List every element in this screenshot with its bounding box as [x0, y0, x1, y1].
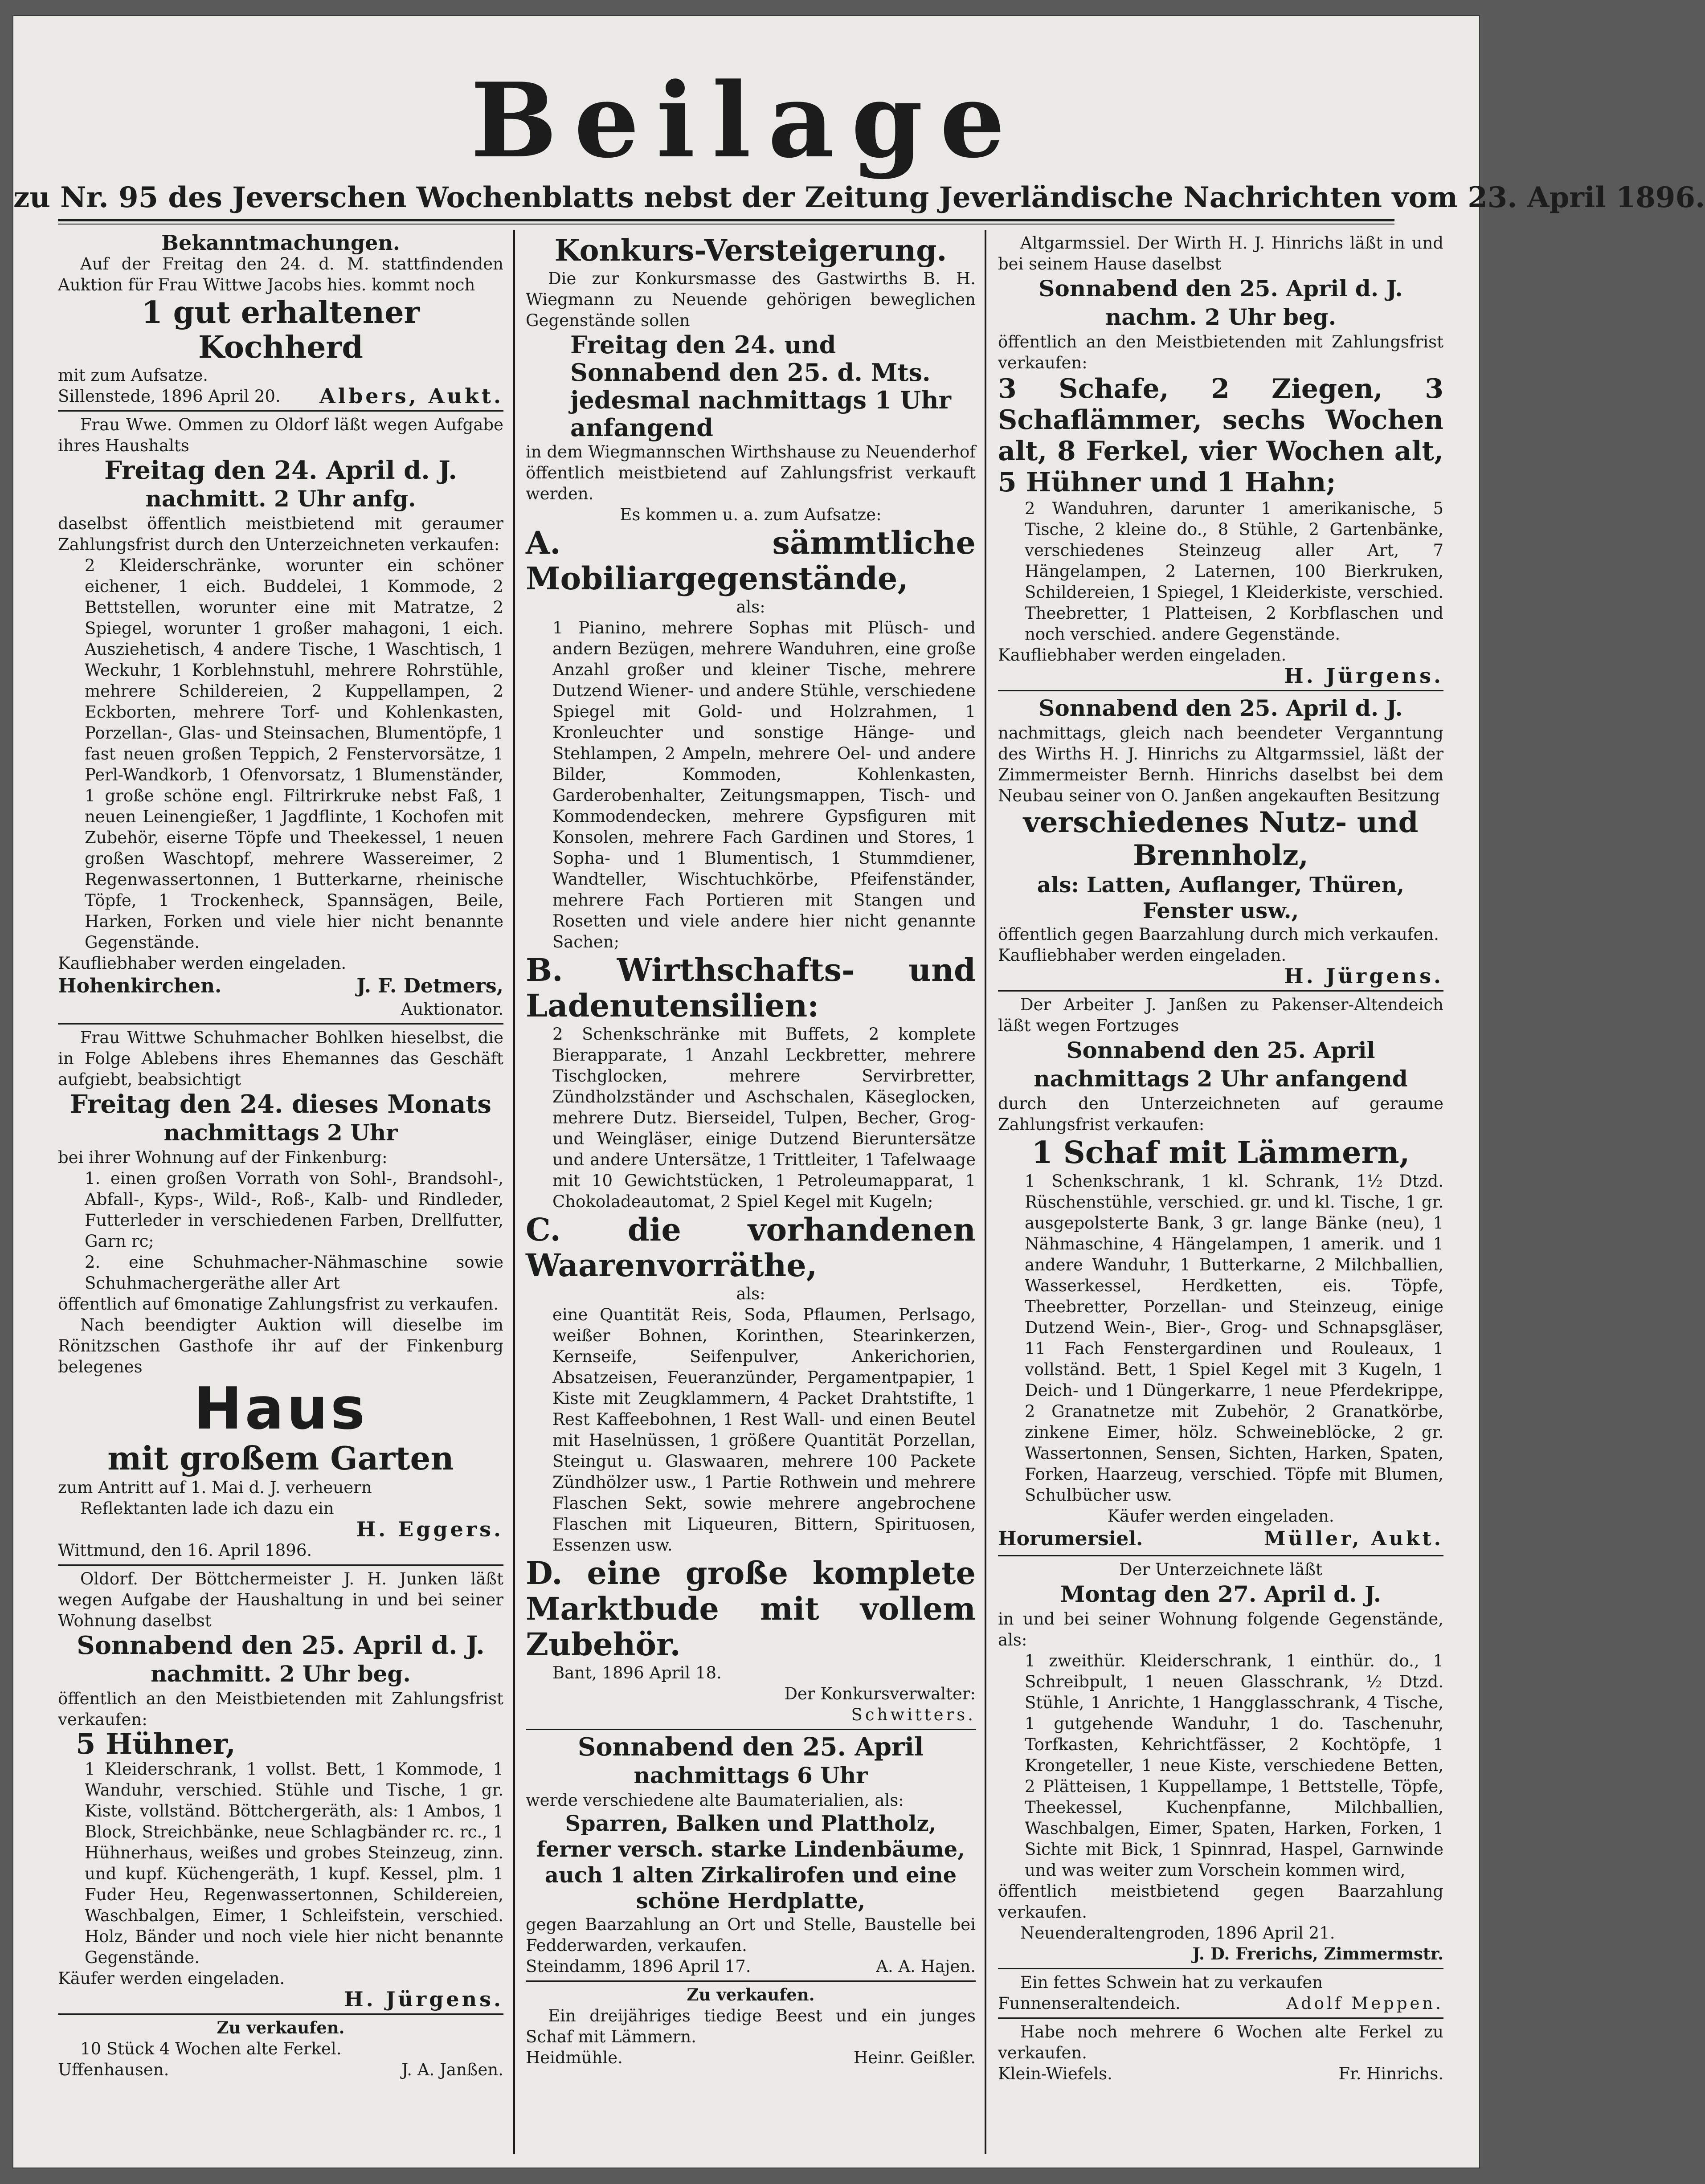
notice-signature: Müller, Aukt. [1264, 1527, 1443, 1550]
notice-signature: Albers, Aukt. [319, 384, 503, 408]
notice-signature: Adolf Meppen. [1286, 1994, 1443, 2013]
sale-ferkel-wiefels [998, 2019, 1443, 2088]
notice-signature: H. Eggers. [356, 1517, 503, 1541]
notice-signature: Heinr. Geißler. [853, 2048, 976, 2067]
notice-date: Montag den 27. April d. J. [1060, 1581, 1382, 1607]
notice-highlight-haus: Haus [193, 1375, 368, 1442]
notice-text: mit zum Aufsatze. [58, 366, 209, 385]
sale-schwein [998, 1969, 1443, 2019]
notice-heading: Zu verkaufen. [687, 1985, 815, 2004]
notice-place-date: Sillenstede, 1896 April 20. [58, 387, 281, 406]
notice-signature: H. Jürgens. [1284, 964, 1443, 988]
item-list: 1 zweithür. Kleiderschrank, 1 einthür. do., 1 Schreibpult, 1 neuen Glasschrank, ½ Dtzd. Stühle, 1 Anrichte, 1 Hangglasschrank, 4 Tische, 1 gutgehende Wanduhr, 1 do. Taschenuhr, Torfkasten, Kehrichtfässer, 2 Kochtöpfe, 1 Krongeteller, 1 neue Kiste, verschiedene Betten, 2 Plätteisen, 1 Kuppellampe, 1 Bettstelle, Töpfe, Theekessel, Kuchenpfanne, Milchballien, Waschbalgen, Eimer, Spaten, Harken, Forken, 1 Sichte mit Bick, 1 Spinnrad, Haspel, Garnwinde und was weiter zum Vorschein kommen wird, [1025, 1651, 1443, 1880]
item-list: 2 Wanduhren, darunter 1 amerikanische, 5 Tische, 2 kleine do., 8 Stühle, 2 Gartenbänke, verschiedenes Steinzeug aller Art, 7 Hängelampen, 2 Laternen, 100 Bierkruken, Schildereien, 1 Spiegel, 1 Kleiderkiste, verschied. Theebretter, 1 Platteisen, 2 Korbflaschen und noch verschied. andere Gegenstände. [1025, 499, 1443, 644]
auction-ommen [58, 412, 503, 1025]
notice-text: Der Unterzeichnete läßt [1119, 1560, 1322, 1579]
notice-place-date: Wittmund, den 16. April 1896. [58, 1541, 312, 1560]
notice-text: Kaufliebhaber werden eingeladen. [58, 954, 347, 973]
notice-subhighlight: als: Latten, Auflanger, Thüren, Fenster usw., [1037, 873, 1405, 923]
notice-date: Freitag den 24. dieses Monats [70, 1090, 491, 1119]
newspaper-page [13, 16, 1705, 2168]
notice-date: Sonnabend den 25. April d. J. [1039, 695, 1403, 721]
section-d-heading: D. eine große komplete Marktbude mit vollem Zubehör. [526, 1555, 976, 1663]
notice-text: daselbst öffentlich meistbietend mit geraumer Zahlungsfrist durch den Unterzeichneten verkaufen: [58, 514, 503, 554]
auction-bohlken [58, 1025, 503, 1566]
notice-text: Käufer werden eingeladen. [58, 1969, 285, 1988]
notice-place: Uffenhausen. [58, 2060, 169, 2079]
notice-highlight: 3 Schafe, 2 Ziegen, 3 Schaflämmer, sechs Wochen alt, 8 Ferkel, vier Wochen alt, 5 Hühner und 1 Hahn; [998, 373, 1443, 498]
notice-signature: H. Jürgens. [1284, 664, 1443, 688]
sale-ferkel [58, 2015, 503, 2084]
notice-text: Habe noch mehrere 6 Wochen alte Ferkel zu verkaufen. [998, 2022, 1443, 2062]
notice-place: Heidmühle. [526, 2048, 623, 2067]
notice-time: nachmitt. 2 Uhr beg. [151, 1661, 411, 1687]
notice-time: nachmittags 6 Uhr [634, 1762, 868, 1788]
column-right [998, 230, 1443, 2159]
column-divider-right [985, 230, 986, 2154]
notice-signature: J. A. Janßen. [401, 2060, 503, 2079]
konkurs-versteigerung [526, 230, 976, 1730]
masthead-rule-thick [58, 219, 1394, 221]
notice-text: Frau Wittwe Schuhmacher Bohlken hieselbst, die in Folge Ablebens ihres Ehemannes das Geschäft aufgiebt, beabsichtigt [58, 1028, 503, 1089]
notice-text: öffentlich meistbietend gegen Baarzahlung verkaufen. [998, 1882, 1443, 1922]
notice-text: werde verschiedene alte Baumaterialien, als: [526, 1791, 904, 1810]
notice-text: Ein dreijähriges tiedige Beest und ein junges Schaf mit Lämmern. [526, 2006, 976, 2046]
notice-text: Oldorf. Der Böttchermeister J. H. Junken läßt wegen Aufgabe der Haushaltung in und bei seiner Wohnung daselbst [58, 1569, 503, 1630]
notice-highlight: mit großem Garten [107, 1439, 454, 1477]
notice-signature: J. F. Detmers, [356, 975, 503, 997]
section-b-heading: B. Wirthschafts- und Ladenutensilien: [526, 951, 976, 1024]
notice-text: Ein fettes Schwein hat zu verkaufen [1020, 1973, 1323, 1992]
notice-place-date: Neuenderaltengroden, 1896 April 21. [1020, 1923, 1335, 1943]
auction-hinrichs [998, 230, 1443, 691]
section-c-heading: C. die vorhandenen Waarenvorräthe, [526, 1211, 976, 1284]
notice-heading: Bekanntmachungen. [161, 231, 400, 255]
notice-text: als: [736, 1284, 765, 1303]
notice-text: Reflektanten lade ich dazu ein [80, 1499, 334, 1518]
sale-baumaterialien [526, 1730, 976, 1982]
notice-text: Auf der Freitag den 24. d. M. stattfindenden Auktion für Frau Wittwe Jacobs hies. kommt noch [58, 254, 503, 294]
notice-highlight: verschiedenes Nutz- und Brennholz, [1023, 806, 1419, 872]
notice-signature: Fr. Hinrichs. [1338, 2064, 1443, 2083]
item-list: 1. einen großen Vorrath von Sohl-, Brandsohl-, Abfall-, Kyps-, Wild-, Roß-, Kalb- und Rindleder, Futterleder in verschiedenen Farben, Drellfutter, Garn rc; [85, 1169, 503, 1251]
notice-text: öffentlich an den Meistbietenden mit Zahlungsfrist verkaufen: [998, 332, 1443, 372]
notice-date: Freitag den 24. und Sonnabend den 25. d. Mts. jedesmal nachmittags 1 Uhr anfangend [570, 331, 951, 442]
notice-text: Die zur Konkursmasse des Gastwirths B. H. Wiegmann zu Neuende gehörigen beweglichen Gegenstände sollen [526, 269, 976, 330]
notice-text: zum Antritt auf 1. Mai d. J. verheuern [58, 1478, 372, 1497]
masthead-subtitle: zu Nr. 95 des Jeverschen Wochenblatts nebst der Zeitung Jeverländische Nachrichten vom 23. April 1896. [13, 181, 1705, 214]
notice-highlight: Sparren, Balken und Plattholz, ferner versch. starke Lindenbäume, auch 1 alten Zirkalirofen und eine schöne Herdplatte, [536, 1811, 965, 1914]
notice-text: öffentlich gegen Baarzahlung durch mich verkaufen. [998, 925, 1439, 944]
notice-date: Sonnabend den 25. April [1066, 1037, 1375, 1063]
notice-highlight: 1 gut erhaltener Kochherd [141, 295, 420, 365]
notice-text: Der Arbeiter J. Janßen zu Pakenser-Altendeich läßt wegen Fortzuges [998, 995, 1443, 1035]
notice-text: öffentlich an den Meistbietenden mit Zahlungsfrist verkaufen: [58, 1689, 503, 1729]
masthead-rule-thin [58, 224, 1394, 225]
notice-signature: Schwitters. [851, 1705, 976, 1724]
notice-text: Kaufliebhaber werden eingeladen. [998, 946, 1287, 965]
masthead-title: Beilage [470, 61, 1022, 181]
notice-kochherd [58, 230, 503, 412]
notice-title: Konkurs-Versteigerung. [554, 233, 947, 268]
notice-place-date: Steindamm, 1896 April 17. [526, 1957, 751, 1976]
notice-text: 10 Stück 4 Wochen alte Ferkel. [80, 2039, 342, 2058]
item-list: 1 Kleiderschrank, 1 vollst. Bett, 1 Kommode, 1 Wanduhr, verschied. Stühle und Tische, 1 gr. Kiste, vollständ. Böttchergeräth, als: 1 Ambos, 1 Block, Streichbänke, neue Schlagbänder rc. rc., 1 Hühnerhaus, weißes und grobes Steinzeug, zinn. und kupf. Küchengeräth, 1 kupf. Kessel, plm. 1 Fuder Heu, Regenwassertonnen, Schildereien, Waschbalgen, Eimer, 1 Schleifstein, verschied. Holz, Bänder und noch viele hier nicht benannte Gegenstände. [85, 1759, 503, 1967]
notice-date: Freitag den 24. April d. J. [104, 456, 457, 485]
notice-time: nachmitt. 2 Uhr anfg. [145, 486, 416, 512]
notice-text: bei ihrer Wohnung auf der Finkenburg: [58, 1148, 388, 1167]
notice-text: in und bei seiner Wohnung folgende Gegenstände, als: [998, 1609, 1443, 1649]
item-list: eine Quantität Reis, Soda, Pflaumen, Perlsago, weißer Bohnen, Korinthen, Stearinkerzen, Kernseife, Seifenpulver, Ankerichorien, Absatzeisen, Feueranzünder, Pergamentpapier, 1 Kiste mit Zeugklammern, 4 Packet Drahtstifte, 1 Rest Kaffeebohnen, 1 Rest Wall- und einen Beutel mit Haselnüssen, 1 größere Quantität Porzellan, Steingut u. Glaswaaren, mehrere 100 Packete Zündhölzer usw., 1 Partie Rothwein und mehrere Flaschen Sekt, sowie mehrere angebrochene Flaschen mit Liqueuren, Bittern, Spirituosen, Essenzen usw. [552, 1305, 976, 1555]
notice-signature: H. Jürgens. [344, 1987, 503, 2011]
notice-text: als: [736, 597, 765, 616]
auction-junken [58, 1566, 503, 2015]
column-divider-left [513, 230, 515, 2154]
notice-place: Horumersiel. [998, 1527, 1143, 1550]
notice-text: Altgarmssiel. Der Wirth H. J. Hinrichs läßt in und bei seinem Hause daselbst [998, 233, 1443, 274]
notice-place: Funnenseraltendeich. [998, 1994, 1181, 2013]
item-list: 2 Kleiderschränke, worunter ein schöner eichener, 1 eich. Buddelei, 1 Kommode, 2 Bettstellen, worunter eine mit Matratze, 2 Spiegel, worunter 1 großer mahagoni, 1 eich. Ausziehetisch, 4 andere Tische, 1 Waschtisch, 1 Weckuhr, 1 Korblehnstuhl, mehrere Rohrstühle, mehrere Schildereien, 2 Kuppellampen, 2 Eckborten, mehrere Torf- und Kohlenkasten, Porzellan-, Glas- und Steinsachen, Blumentöpfe, 1 fast neuen großen Teppich, 2 Fenstervorsätze, 1 Perl-Wandkorb, 1 Ofenvorsatz, 1 Blumenständer, 1 große schöne engl. Filtrirkruke nebst Faß, 1 neuen Leinengießer, 1 Jagdflinte, 1 Kochofen mit Zubehör, eiserne Töpfe und Theekessel, 1 neuen großen Waschtopf, mehrere Wassereimer, 2 Regenwassertonnen, 1 Butterkarne, rheinische Töpfe, 1 Trockenheck, Spannsägen, Beile, Harken, Forken und viele hier nicht benannte Gegenstände. [85, 556, 503, 952]
notice-time: nachmittags 2 Uhr [164, 1119, 398, 1146]
notice-text: Nach beendigter Auktion will dieselbe im Rönitzschen Gasthofe ihr auf der Finkenburg belegenes [58, 1315, 503, 1376]
notice-date: Sonnabend den 25. April d. J. [1039, 275, 1403, 302]
section-a-heading: A. sämmtliche Mobiliargegenstände, [526, 524, 976, 597]
auction-janssen [998, 992, 1443, 1556]
column-left [58, 230, 503, 2159]
notice-highlight: 5 Hühner, [76, 1727, 236, 1761]
item-list: 2. eine Schuhmacher-Nähmaschine sowie Schuhmachergeräthe aller Art [85, 1253, 503, 1293]
notice-text: nachmittags, gleich nach beendeter Verganntung des Wirths H. J. Hinrichs zu Altgarmssiel, läßt der Zimmermeister Bernh. Hinrichs daselbst bei dem Neubau seiner von O. Janßen angekauften Besitzung [998, 723, 1443, 805]
notice-highlight: 1 Schaf mit Lämmern, [1031, 1135, 1410, 1171]
notice-heading: Zu verkaufen. [217, 2018, 345, 2037]
sale-nutzholz [998, 691, 1443, 992]
notice-date: Sonnabend den 25. April d. J. [77, 1631, 485, 1660]
notice-place: Klein-Wiefels. [998, 2064, 1112, 2083]
notice-time: nachm. 2 Uhr beg. [1105, 304, 1337, 330]
notice-text: Käufer werden eingeladen. [1107, 1506, 1334, 1526]
item-list: 1 Schenkschrank, 1 kl. Schrank, 1½ Dtzd. Rüschenstühle, verschied. gr. und kl. Tische, 1 gr. ausgepolsterte Bank, 3 gr. lange Bänke (neu), 1 Nähmaschine, 4 Hängelampen, 1 amerik. und 1 andere Wanduhr, 1 Butterkarne, 2 Milchballien, Wasserkessel, Herdketten, eis. Töpfe, Theebretter, Porzellan- und Steinzeug, einige Dutzend Wein-, Bier-, Grog- und Schnapsgläser, 11 Fach Fenstergardinen und Rouleaux, 1 vollständ. Bett, 1 Spiel Kegel mit 3 Kugeln, 1 Deich- und 1 Düngerkarre, 1 neue Pferdekrippe, 2 Granatnetze mit Zubehör, 2 Granatkörbe, zinkene Eimer, hölz. Schweineblöcke, 2 gr. Wassertonnen, Sensen, Sichten, Harken, Spaten, Forken, Haarzeug, verschied. Töpfe mit Blumen, Schulbücher usw. [1025, 1172, 1443, 1505]
notice-date: Sonnabend den 25. April [577, 1732, 924, 1762]
notice-role: Der Konkursverwalter: [784, 1684, 976, 1703]
notice-text: durch den Unterzeichneten auf geraume Zahlungsfrist verkaufen: [998, 1094, 1443, 1134]
notice-text: öffentlich auf 6monatige Zahlungsfrist zu verkaufen. [58, 1294, 499, 1314]
notice-place-date: Bant, 1896 April 18. [552, 1663, 722, 1682]
notice-text: in dem Wiegmannschen Wirthshause zu Neuenderhof öffentlich meistbietend auf Zahlungsfrist verkauft werden. [526, 442, 976, 503]
auction-frerichs [998, 1556, 1443, 1969]
column-middle [526, 230, 976, 2159]
notice-text: Frau Wwe. Ommen zu Oldorf läßt wegen Aufgabe ihres Haushalts [58, 415, 503, 455]
notice-signature: J. D. Frerichs, Zimmermstr. [1192, 1944, 1443, 1964]
notice-text: gegen Baarzahlung an Ort und Stelle, Baustelle bei Fedderwarden, verkaufen. [526, 1915, 976, 1955]
notice-role: Auktionator. [401, 1000, 503, 1019]
item-list: 2 Schenkschränke mit Buffets, 2 komplete Bierapparate, 1 Anzahl Leckbretter, mehrere Tischglocken, mehrere Servirbretter, Zündholzständer und Aschschalen, Käseglocken, mehrere Dutz. Bierseidel, Tulpen, Becher, Grog- und Weingläser, einige Dutzend Bieruntersätze und andere Untersätze, 1 Trittleiter, 1 Tafelwaage mit 10 Gewichtstücken, 1 Petroleumapparat, 1 Chokoladeautomat, 2 Spiel Kegel mit Kugeln; [552, 1025, 976, 1211]
notice-text: Kaufliebhaber werden eingeladen. [998, 645, 1287, 665]
notice-signature: A. A. Hajen. [876, 1957, 976, 1976]
notice-text: Es kommen u. a. zum Aufsatze: [620, 505, 882, 524]
notice-place: Hohenkirchen. [58, 975, 222, 997]
item-list: 1 Pianino, mehrere Sophas mit Plüsch- und andern Bezügen, mehrere Wanduhren, eine große Anzahl großer und kleiner Tische, mehrere Dutzend Wiener- und andere Stühle, verschiedene Spiegel mit Gold- und Holzrahmen, 1 Kronleuchter und sonstige Hänge- und Stehlampen, 2 Ampeln, mehrere Oel- und andere Bilder, Kommoden, Kohlenkasten, Garderobenhalter, Zeitungsmappen, Tisch- und Kommodendecken, mehrere Gypsfiguren mit Konsolen, mehrere Fach Gardinen und Stores, 1 Sopha- und 1 Blumentisch, 1 Stummdiener, Wandteller, Wischtuchkörbe, Pfeifenständer, mehrere Fach Portieren mit Stangen und Rosetten und viele andere hier nicht genannte Sachen; [552, 618, 976, 951]
sale-beest [526, 1982, 976, 2072]
notice-time: nachmittags 2 Uhr anfangend [1034, 1065, 1408, 1092]
